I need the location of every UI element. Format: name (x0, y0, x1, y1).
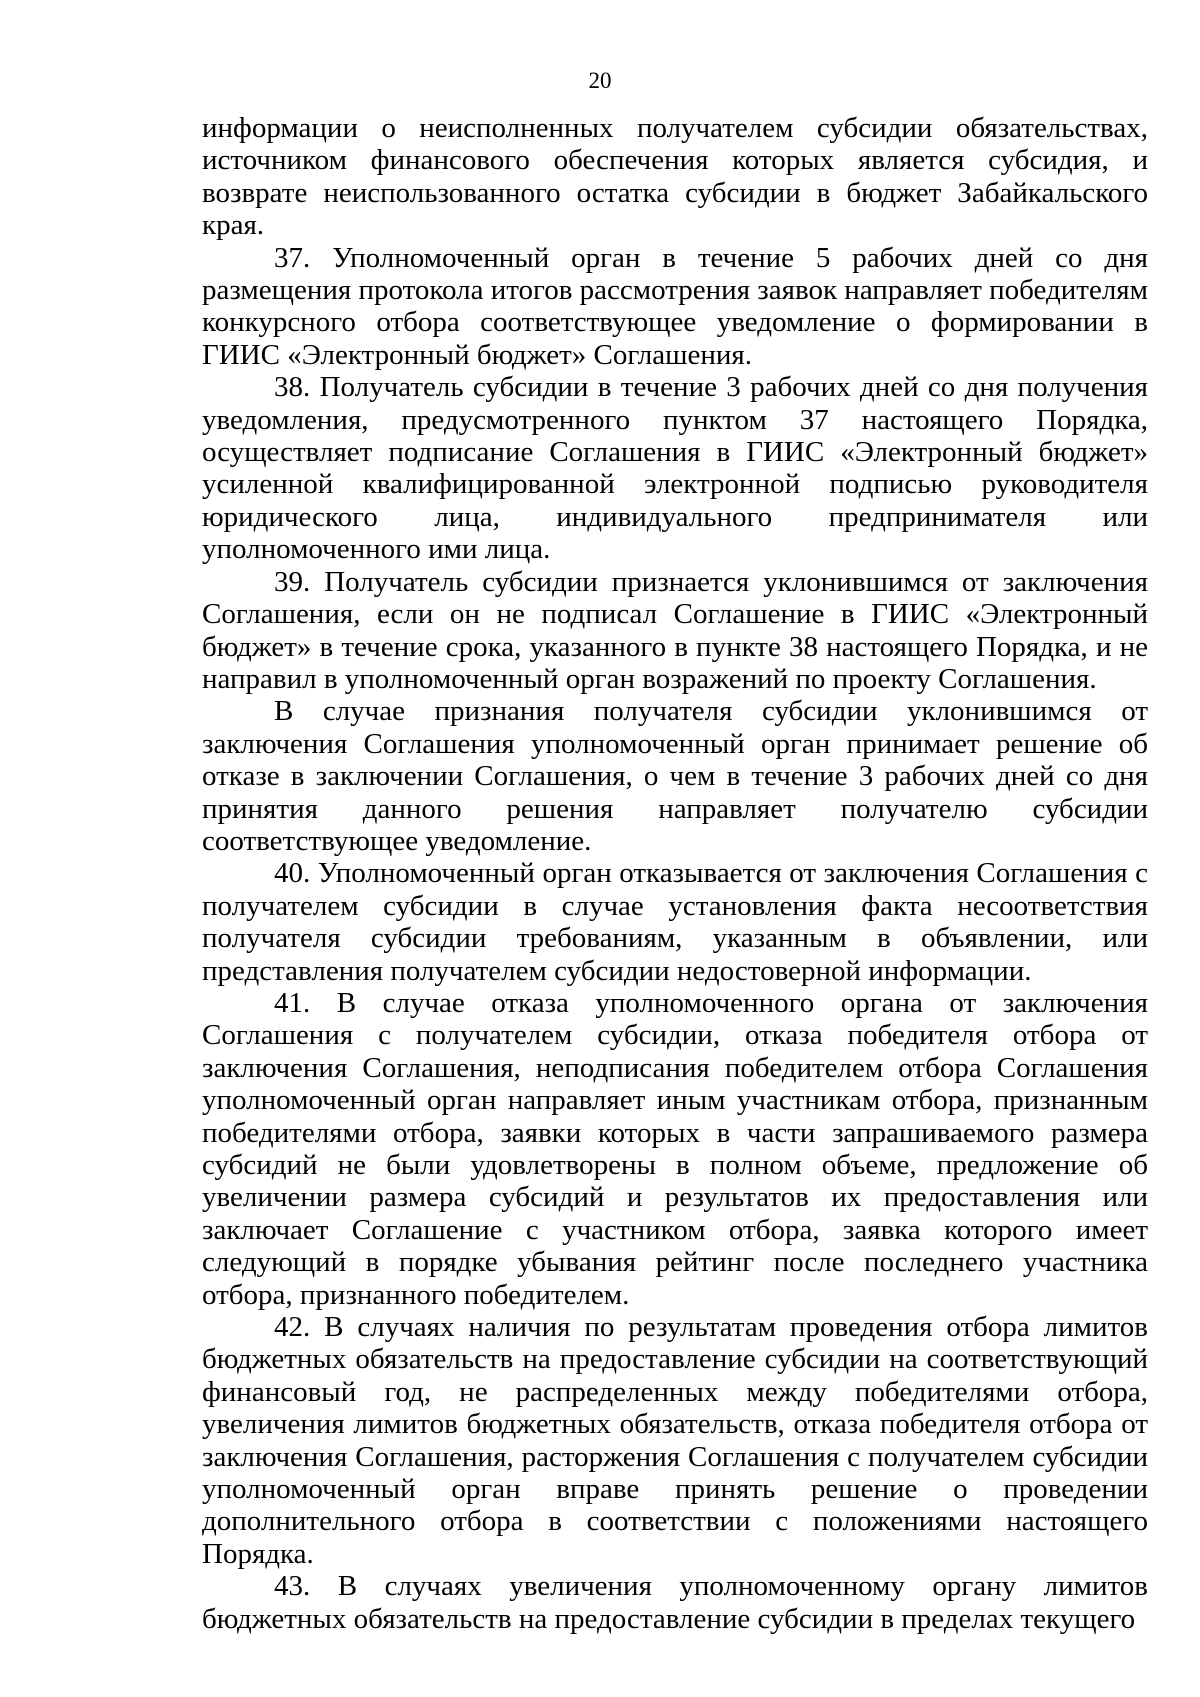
page-number: 20 (588, 68, 612, 93)
paragraph-40: 40. Уполномоченный орган отказывается от заключения Соглашения с получателем субсидии в случае установления факта несоответствия получателя субсидии требованиям, указанным в объявлении, или представления получателем субсидии недостоверной информации. (202, 857, 1148, 987)
paragraph-39: 39. Получатель субсидии признается уклонившимся от заключения Соглашения, если он не подписал Соглашение в ГИИС «Электронный бюджет» в течение срока, указанного в пункте 38 настоящего Порядка, и не направил в уполномоченный орган возражений по проекту Соглашения. (202, 565, 1148, 695)
paragraph-39-refusal: В случае признания получателя субсидии уклонившимся от заключения Соглашения уполномоченный орган принимает решение об отказе в заключении Соглашения, о чем в течение 3 рабочих дней со дня принятия данного решения направляет получателю субсидии соответствующее уведомление. (202, 695, 1148, 857)
document-body (202, 112, 1148, 1635)
paragraph-43: 43. В случаях увеличения уполномоченному органу лимитов бюджетных обязательств на предоставление субсидии в пределах текущего (202, 1570, 1148, 1635)
paragraph-42: 42. В случаях наличия по результатам проведения отбора лимитов бюджетных обязательств на предоставление субсидии на соответствующий финансовый год, не распределенных между победителями отбора, увеличения лимитов бюджетных обязательств, отказа победителя отбора от заключения Соглашения, расторжения Соглашения с получателем субсидии уполномоченный орган вправе принять решение о проведении дополнительного отбора в соответствии с положениями настоящего Порядка. (202, 1311, 1148, 1570)
paragraph-continuation: информации о неисполненных получателем субсидии обязательствах, источником финансового обеспечения которых является субсидия, и возврате неиспользованного остатка субсидии в бюджет Забайкальского края. (202, 112, 1148, 242)
paragraph-37: 37. Уполномоченный орган в течение 5 рабочих дней со дня размещения протокола итогов рассмотрения заявок направляет победителям конкурсного отбора соответствующее уведомление о формировании в ГИИС «Электронный бюджет» Соглашения. (202, 241, 1148, 371)
paragraph-41: 41. В случае отказа уполномоченного органа от заключения Соглашения с получателем субсидии, отказа победителя отбора от заключения Соглашения, неподписания победителем отбора Соглашения уполномоченный орган направляет иным участникам отбора, признанным победителями отбора, заявки которых в части запрашиваемого размера субсидий не были удовлетворены в полном объеме, предложение об увеличении размера субсидий и результатов их предоставления или заключает Соглашение с участником отбора, заявка которого имеет следующий в порядке убывания рейтинг после последнего участника отбора, признанного победителем. (202, 986, 1148, 1311)
paragraph-38: 38. Получатель субсидии в течение 3 рабочих дней со дня получения уведомления, предусмотренного пунктом 37 настоящего Порядка, осуществляет подписание Соглашения в ГИИС «Электронный бюджет» усиленной квалифицированной электронной подписью руководителя юридического лица, индивидуального предпринимателя или уполномоченного ими лица. (202, 371, 1148, 566)
